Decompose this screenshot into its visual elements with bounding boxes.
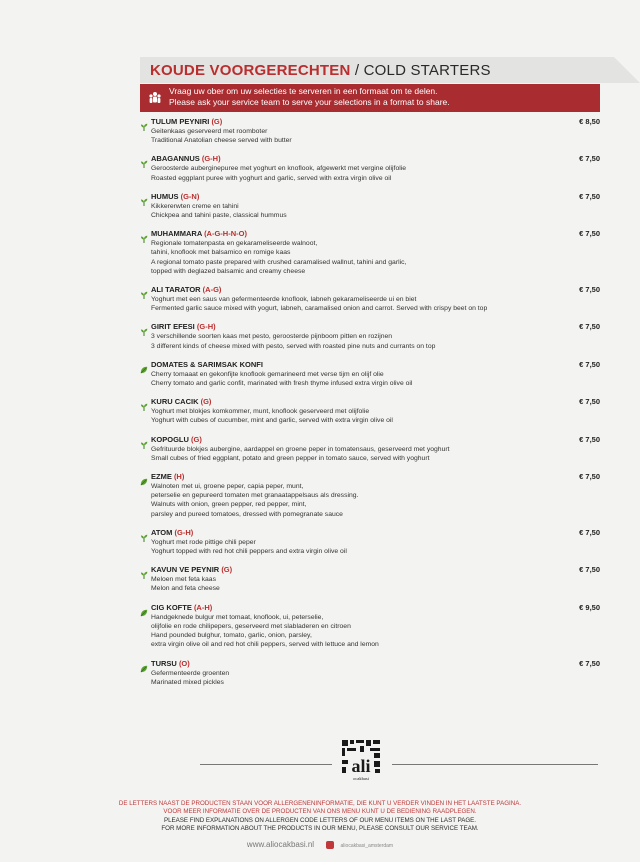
description-line: A regional tomato paste prepared with crushed caramalised wallnut, tahini and garlic, [151,258,407,266]
description-line: Small cubes of fried eggplant, potato and green pepper in tomato sauce, served with yoghurt [151,454,430,462]
dish-name: MUHAMMARA [151,229,202,239]
description-line: Cherry tomato and garlic confit, marinated with fresh thyme infused extra virgin olive oil [151,380,413,388]
menu-item-name [151,285,221,294]
menu-item-name [151,659,190,668]
menu-item-name [151,565,232,574]
allergen-codes: (A-H) [193,602,213,612]
description-line: Hand pounded bulghur, tomato, garlic, onion, parsley, [151,632,312,640]
footer-red-line-1: DE LETTERS NAAST DE PRODUCTEN STAAN VOOR ALLERGENENINFORMATIE, DIE KUNT U VERDER VINDEN IN HET LAATSTE PAGINA. [118,800,522,807]
menu-item-price: € 7,50 [579,322,600,332]
description-line: Gefrituurde blokjes aubergine, aardappel en groene peper in tomatensaus, geserveerd met yoghurt [151,445,450,453]
description-line: Walnuts with onion, green pepper, red pepper, mint, [151,501,307,509]
menu-item-price: € 7,50 [579,397,600,407]
menu-item-price: € 7,50 [579,154,600,164]
description-line: Walnoten met ui, groene peper, capia peper, munt, [151,483,304,491]
instagram-handle[interactable]: aliocakbasi_amsterdam [340,843,394,849]
description-line: Fermented garlic sauce mixed with yogurt, labneh, caramalised onion and carrot. Served with crispy beet on top [151,305,488,313]
instagram-icon [326,841,334,849]
menu-item-name [151,360,263,369]
sprout-icon [140,230,148,238]
allergen-codes: (A-G-H-N-O) [204,229,247,239]
description-line: Chickpea and tahini paste, classical hummus [151,212,287,220]
description-line: Kikkererwten creme en tahini [151,202,239,210]
menu-item-name [151,154,221,163]
menu-item-name [151,397,211,406]
allergen-codes: (O) [178,658,190,668]
description-line: parsley and pureed tomatoes, dressed with pomegranate sauce [151,510,343,518]
menu-item [140,229,600,276]
description-line: Geroosterde auberginepuree met yoghurt en knoflook, afgewerkt met vergine olijfolie [151,165,407,173]
menu-item-price: € 7,50 [579,658,600,668]
menu-item-name [151,603,212,612]
menu-item-description [140,528,600,556]
menu-item [140,117,600,145]
footer-dark-line-2: FOR MORE INFORMATION ABOUT THE PRODUCTS IN OUR MENU, PLEASE CONSULT OUR SERVICE TEAM. [161,824,479,832]
dish-name: KOPOGLU [151,434,189,444]
dish-name: TURSU [151,658,177,668]
allergen-footer [0,800,640,833]
description-line: Roasted eggplant puree with yoghurt and garlic, served with extra virgin olive oil [151,174,392,182]
allergen-codes: (G-N) [180,191,200,201]
sprout-icon [140,193,148,201]
leaf-icon [140,361,148,369]
dish-name: EZME [151,472,172,482]
description-line: tahini, knoflook met balsamico en romige kaas [151,249,291,257]
menu-item-description [140,659,600,687]
menu-item [140,565,600,593]
menu-item-name [151,528,193,537]
footer-divider-left [200,764,332,765]
menu-item-name [151,435,202,444]
allergen-codes: (G) [211,117,223,126]
allergen-codes: (G-H) [196,322,216,332]
allergen-codes: (G) [200,397,212,407]
menu-item-price: € 7,50 [579,191,600,201]
description-line: Yoghurt with cubes of cucumber, mint and garlic, served with extra virgin olive oil [151,417,393,425]
website-link[interactable]: www.aliocakbasi.nl [246,840,315,849]
description-line: Yoghurt met een saus van gefermenteerde knoflook, labneh gekarameliseerde ui en biet [151,296,417,304]
menu-item-price: € 7,50 [579,472,600,482]
dish-name: HUMUS [151,191,179,201]
description-line: Meloen met feta kaas [151,576,216,584]
description-line: Handgeknede bulgur met tomaat, knoflook, ui, peterselie, [151,613,324,621]
leaf-icon [140,660,148,668]
dish-name: KURU CACIK [151,397,199,407]
allergen-codes: (G-H) [201,154,221,164]
dish-name: DOMATES & SARIMSAK KONFI [151,359,263,369]
allergen-codes: (G) [221,565,233,575]
sprout-icon [140,566,148,574]
contact-line [0,840,640,849]
menu-item [140,603,600,650]
menu-item-name [151,229,247,238]
sprout-icon [140,436,148,444]
footer-divider-right [392,764,598,765]
menu-item-price: € 7,50 [579,285,600,295]
page-title [150,62,491,79]
description-line: Cherry tomaaat en gekonfijte knoflook gemarineerd met verse tijm en olijf olie [151,370,384,378]
menu-item [140,528,600,556]
dish-name: GIRIT EFESI [151,322,195,332]
sprout-icon [140,118,148,126]
allergen-codes: (G) [191,434,202,444]
ali-ocakbasi-logo [340,738,382,784]
logo-subtitle: ocakbasi [353,776,369,781]
sprout-icon [140,529,148,537]
sprout-icon [140,286,148,294]
dish-name: KAVUN VE PEYNIR [151,565,220,575]
menu-item-name [151,117,222,126]
footer-red-line-2: VOOR MEER INFORMATIE OVER DE PRODUCTEN VAN ONS MENU KUNT U DE BEDIENING RAADPLEGEN. [163,808,477,816]
description-line: Yoghurt topped with red hot chili peppers and extra virgin olive oil [151,548,347,556]
menu-item-price: € 7,50 [579,359,600,369]
menu-item [140,472,600,519]
description-line: olijfolie en rode chilipepers, geserveerd met slabladeren en citroen [151,622,351,630]
menu-item-price: € 9,50 [579,602,600,612]
title-dutch: KOUDE VOORGERECHTEN [150,62,351,79]
leaf-icon [140,604,148,612]
logo-wordmark: ali [351,756,371,776]
description-line: topped with deglazed balsamic and creamy cheese [151,267,306,275]
dish-name: ATOM [151,527,173,537]
leaf-icon [140,473,148,481]
description-line: Geitenkaas geserveerd met roomboter [151,128,268,135]
people-group-icon [148,91,162,105]
description-line: Marinated mixed pickles [151,678,224,686]
description-line: Melon and feta cheese [151,585,220,593]
menu-item [140,285,600,313]
menu-item [140,397,600,425]
menu-item-description [140,435,600,463]
menu-item-price: € 7,50 [579,527,600,537]
menu-item-price: € 7,50 [579,565,600,575]
dish-name: ALI TARATOR [151,285,201,295]
sharing-notice-banner [140,84,600,112]
menu-item-description [140,472,600,519]
description-line: 3 different kinds of cheese mixed with pesto, served with roasted pine nuts and currants on top [151,342,436,350]
description-line: Regionale tomatenpasta en gekarameliseerde walnoot, [151,240,318,248]
title-separator: / [354,62,360,79]
menu-item [140,435,600,463]
dish-name: TULUM PEYNIRI [151,117,210,126]
description-line: extra virgin olive oil and red hot chili peppers, served with lettuce and lemon [151,641,379,649]
menu-item-description [140,192,600,220]
menu-item-price: € 7,50 [579,434,600,444]
menu-item-name [151,322,216,331]
description-line: peterselie en gepureerd tomaten met granaatappelsaus als dressing. [151,492,359,500]
menu-item-name [151,192,199,201]
description-line: Yoghurt met rode pittige chili peper [151,538,256,546]
footer-dark-line-1: PLEASE FIND EXPLANATIONS ON ALLERGEN CODE LETTERS OF OUR MENU ITEMS ON THE LAST PAGE. [163,816,477,824]
allergen-codes: (H) [173,472,185,482]
description-line: Yoghurt met blokjes komkommer, munt, knoflook geserveerd met olijfolie [151,408,370,416]
sprout-icon [140,398,148,406]
menu-item [140,322,600,350]
description-line: Traditional Anatolian cheese served with butter [151,137,292,145]
menu-item [140,192,600,220]
menu-item-price: € 7,50 [579,229,600,239]
menu-item [140,154,600,182]
description-line: Gefermenteerde groenten [151,669,230,677]
dish-name: ABAGANNUS [151,154,200,164]
dish-name: CIG KOFTE [151,602,192,612]
menu-item-price: € 8,50 [579,117,600,126]
sprout-icon [140,155,148,163]
title-english: COLD STARTERS [363,62,491,79]
sprout-icon [140,323,148,331]
menu-item [140,659,600,687]
menu-item [140,360,600,388]
menu-item-name [151,472,184,481]
description-line: 3 verschillende soorten kaas met pesto, geroosterde pijnboom pitten en rozijnen [151,333,393,341]
notice-line-english: Please ask your service team to serve your selections in a format to share. [169,97,450,107]
allergen-codes: (G-H) [174,527,194,537]
menu-items-list [140,117,600,696]
notice-line-dutch: Vraag uw ober om uw selecties te serveren in een formaat om te delen. [169,86,438,96]
allergen-codes: (A-G) [202,285,222,295]
